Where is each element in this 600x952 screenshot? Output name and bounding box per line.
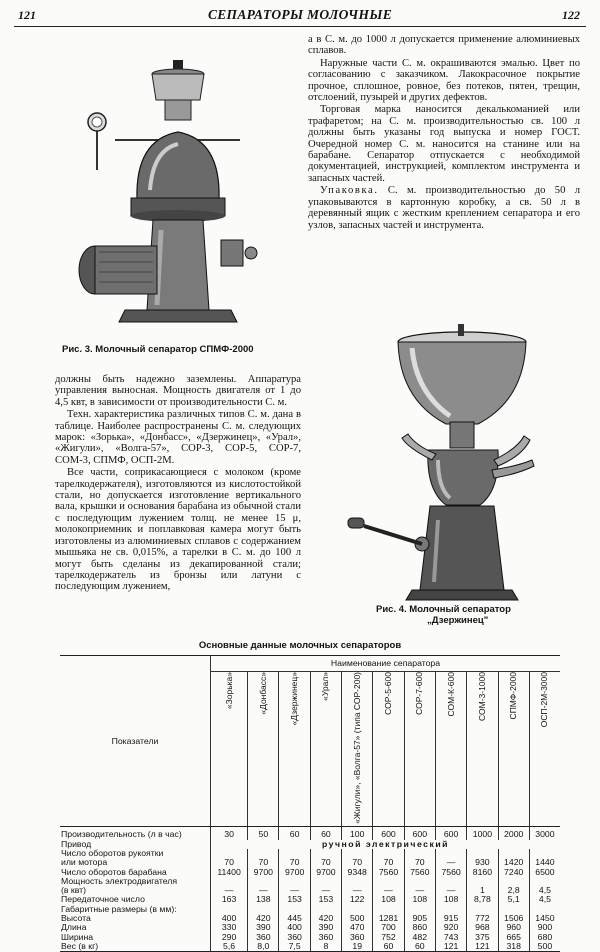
table-cell: 700 [373, 923, 404, 932]
column-header-label: СПМФ-2000 [508, 672, 519, 720]
column-header-label: СОР-5-600 [383, 672, 393, 716]
table-cell: 1506 [498, 914, 529, 923]
paragraph [308, 185, 580, 231]
left-column-text [55, 374, 301, 594]
column-header [279, 672, 310, 827]
row-label: Вес (в кг) [60, 942, 211, 952]
table-cell: — [279, 886, 310, 895]
row-label: Число оборотов рукоятки [61, 847, 164, 858]
column-header-label: «Дзержинец» [289, 672, 300, 726]
table-cell: 1 [467, 886, 498, 895]
table-cell: 19 [342, 942, 373, 952]
figure-4-caption: Рис. 4. Молочный сепаратор [376, 604, 511, 615]
column-header [211, 672, 248, 827]
table-cell: 9700 [248, 868, 279, 877]
table-cell: 60 [373, 942, 404, 952]
paragraph: Торговая марка наносится декалькоманией или трафаретом; на С. м. производительностью св. 100 л должны быть указаны год выпуска и номер ГОСТ. Очередной номер С. м. наносится на станине или на барабане. Сепаратор отпускается с необходимой документацией, инструкцией, комплектом инструмента и запасных частей. [308, 104, 580, 184]
table-cell: 9700 [279, 868, 310, 877]
table-cell: 500 [342, 914, 373, 923]
table-cell: — [404, 886, 435, 895]
right-column-text [308, 34, 580, 232]
paragraph: а в С. м. до 1000 л допускается применение алюминиевых сплавов. [308, 34, 580, 57]
paragraph-text: С. м. производительностью до 50 л упаковываются в картонную коробку, а св. 50 л в деревянный ящик с жестким креплением сепаратора и его узлов, запасных частей и инструмента. [308, 185, 580, 231]
table-cell: 3000 [529, 827, 560, 840]
table-cell: 1281 [373, 914, 404, 923]
table-cell: 420 [248, 914, 279, 923]
table-cell: 1440 [529, 858, 560, 867]
table-cell: 50 [248, 827, 279, 840]
table-cell: 5,6 [211, 942, 248, 952]
table-cell: 600 [373, 827, 404, 840]
table-cell: 915 [435, 914, 466, 923]
table-cell: 772 [467, 914, 498, 923]
running-title: СЕПАРАТОРЫ МОЛОЧНЫЕ [207, 7, 393, 22]
table-cell: 60 [279, 827, 310, 840]
table-cell: 1000 [467, 827, 498, 840]
table-cell: 70 [211, 858, 248, 867]
table-cell: 70 [310, 858, 341, 867]
column-header-label: СОМ-3-1000 [476, 672, 487, 722]
table-cell: 920 [435, 923, 466, 932]
table-cell: 9348 [342, 868, 373, 877]
table-cell: 600 [435, 827, 466, 840]
table-cell: — [435, 858, 466, 867]
table-cell: 968 [467, 923, 498, 932]
table-cell: 8 [310, 942, 341, 952]
row-label: Производительность (л в час) [61, 829, 182, 840]
table-cell: 500 [529, 942, 560, 952]
table-cell: 7560 [404, 868, 435, 877]
table-cell: 11400 [211, 868, 248, 877]
table-cell: 7,5 [279, 942, 310, 952]
row-label: (в квт) [61, 885, 87, 896]
table-cell: 108 [404, 895, 435, 904]
column-header-label: СОР-7-600 [414, 672, 425, 716]
table-cell: 153 [279, 895, 310, 904]
column-header [248, 672, 279, 827]
table-cell: — [373, 886, 404, 895]
table-cell: 470 [342, 923, 373, 932]
table-cell: 6500 [529, 868, 560, 877]
column-header [529, 672, 560, 827]
column-header [310, 672, 341, 827]
table-cell: 318 [498, 942, 529, 952]
table-cell: 121 [435, 942, 466, 952]
column-header-label: «Донбасс» [257, 672, 268, 715]
row-label: Привод [61, 838, 92, 849]
table-cell: 4,5 [529, 886, 560, 895]
row-label: Ширина [61, 931, 94, 942]
table-cell: — [435, 886, 466, 895]
table-cell: 390 [248, 923, 279, 932]
table-cell: — [342, 886, 373, 895]
column-header-label: «Зорька» [223, 672, 234, 710]
table-cell: 7560 [435, 868, 466, 877]
table-cell: 482 [404, 933, 435, 942]
table-cell: 108 [435, 895, 466, 904]
table-cell: — [248, 886, 279, 895]
table-cell: 680 [529, 933, 560, 942]
table-cell: 9700 [310, 868, 341, 877]
table-cell: 360 [310, 933, 341, 942]
table-cell: 70 [342, 858, 373, 867]
table-cell: 163 [211, 895, 248, 904]
table-cell: 7240 [498, 868, 529, 877]
table-cell: 1450 [529, 914, 560, 923]
row-label: Длина [61, 922, 87, 933]
column-header [467, 672, 498, 827]
table-body [60, 827, 560, 952]
table-cell: 420 [310, 914, 341, 923]
page-number-right: 122 [562, 8, 580, 22]
column-header-indicators: Показатели [60, 656, 211, 827]
figure-3-caption: Рис. 3. Молочный сепаратор СПМФ-2000 [62, 344, 254, 355]
figure-4-caption-name: „Дзержинец" [427, 615, 489, 626]
table-cell: 360 [248, 933, 279, 942]
row-label: Число оборотов барабана [61, 866, 167, 877]
table-cell: 330 [211, 923, 248, 932]
run-in-heading: Упаковка. [320, 185, 379, 197]
table-cell: 153 [310, 895, 341, 904]
table-cell: 8,78 [467, 895, 498, 904]
table-cell: 1420 [498, 858, 529, 867]
table-cell: 930 [467, 858, 498, 867]
table-cell: 60 [310, 827, 341, 840]
table-cell: 8,0 [248, 942, 279, 952]
table-cell: 122 [342, 895, 373, 904]
page-header [14, 6, 586, 27]
row-label: Передаточное число [61, 894, 145, 905]
table-row [60, 877, 560, 886]
table-cell: — [211, 886, 248, 895]
column-header [435, 672, 466, 827]
table-cell: 600 [404, 827, 435, 840]
table-cell: 445 [279, 914, 310, 923]
separator-spmf-illustration [55, 40, 275, 340]
table-cell: 60 [404, 942, 435, 952]
table-cell: 960 [498, 923, 529, 932]
paragraph: Техн. характеристика различных типов С. м. дана в таблице. Наиболее распространены С. м. следующих марок: «Зорька», «Донбасс», «Дзержинец», «Урал», «Жигули», «Волга-57», СОР-3, СОР-5, СОР-7, СОМ-3, СПМФ, ОСП-2М. [55, 409, 301, 466]
table-cell: 5,1 [498, 895, 529, 904]
table-cell: 743 [435, 933, 466, 942]
table-cell: 7560 [373, 868, 404, 877]
column-header-label: ОСП-2М-3000 [539, 672, 550, 728]
table-cell: 30 [211, 827, 248, 840]
table-cell: 290 [211, 933, 248, 942]
table-cell: 121 [467, 942, 498, 952]
separator-dzerzhinets-illustration [342, 320, 542, 605]
table-cell: 400 [279, 923, 310, 932]
separator-data-table [60, 655, 560, 952]
table-cell: 860 [404, 923, 435, 932]
column-header [404, 672, 435, 827]
page-number-left: 121 [18, 8, 36, 22]
table-title: Основные данные молочных сепараторов [198, 640, 402, 651]
table-cell: 138 [248, 895, 279, 904]
row-label: Мощность электродвигателя [61, 875, 178, 886]
paragraph: Все части, соприкасающиеся с молоком (кроме тарелкодержателя), изготовляются из кислотостойкой стали, но допускается изготовление вертикального вала, крышки и основания барабана из обычной стали с последующим лужением толщ. не менее 15 μ, молокоприемник и поплавковая камера могут быть изготовлены из алюминиевых сплавов с содержанием мышьяка не св. 0,015%, а тарелки в С. м. до 100 л могут быть сделаны из декапированной стали; тарелкодержатель из бронзы или латуни с последующим лужением, [55, 467, 301, 593]
table-cell: 70 [248, 858, 279, 867]
table-cell: 2,8 [498, 886, 529, 895]
table-cell: 905 [404, 914, 435, 923]
table-cell: 360 [342, 933, 373, 942]
row-label: Габаритные размеры (в мм): [61, 903, 177, 914]
table-cell: 375 [467, 933, 498, 942]
column-header [342, 672, 373, 827]
table-cell: 70 [373, 858, 404, 867]
row-label: Высота [61, 913, 91, 924]
table-cell: 2000 [498, 827, 529, 840]
table-cell: 665 [498, 933, 529, 942]
table-cell: 100 [342, 827, 373, 840]
column-header-label: «Урал» [320, 672, 331, 702]
table-cell: — [310, 886, 341, 895]
table-cell: 70 [404, 858, 435, 867]
table-cell: 400 [211, 914, 248, 923]
column-header [373, 672, 404, 827]
table-cell: 4,5 [529, 895, 560, 904]
table-row [60, 942, 560, 952]
table-cell: 752 [373, 933, 404, 942]
column-header-label: «Жигули», «Волга-57» (типа СОР-200) [351, 672, 362, 825]
column-header-label: СОМ-К-600 [445, 672, 456, 717]
table-cell: 390 [310, 923, 341, 932]
table-cell: 108 [373, 895, 404, 904]
table-cell-span: ручной электрический [211, 840, 561, 849]
paragraph: Наружные части С. м. окрашиваются эмалью. Цвет по согласованию с заказчиком. Лакокрасочное покрытие прочное, сплошное, ровное, без потеков, пятен, трещин, отслоений, пузырей и других дефектов. [308, 57, 580, 104]
paragraph: должны быть надежно заземлены. Аппаратура управления выносная. Мощность двигателя от 1 до 4,5 квт, в зависимости от производительности С. м. [55, 374, 301, 408]
table-cell: 360 [279, 933, 310, 942]
table-row [60, 827, 560, 840]
row-label: или мотора [61, 857, 108, 868]
table-cell: 900 [529, 923, 560, 932]
group-header: Наименование сепаратора [211, 656, 561, 672]
table-cell: 8160 [467, 868, 498, 877]
column-header [498, 672, 529, 827]
table-cell: 70 [279, 858, 310, 867]
